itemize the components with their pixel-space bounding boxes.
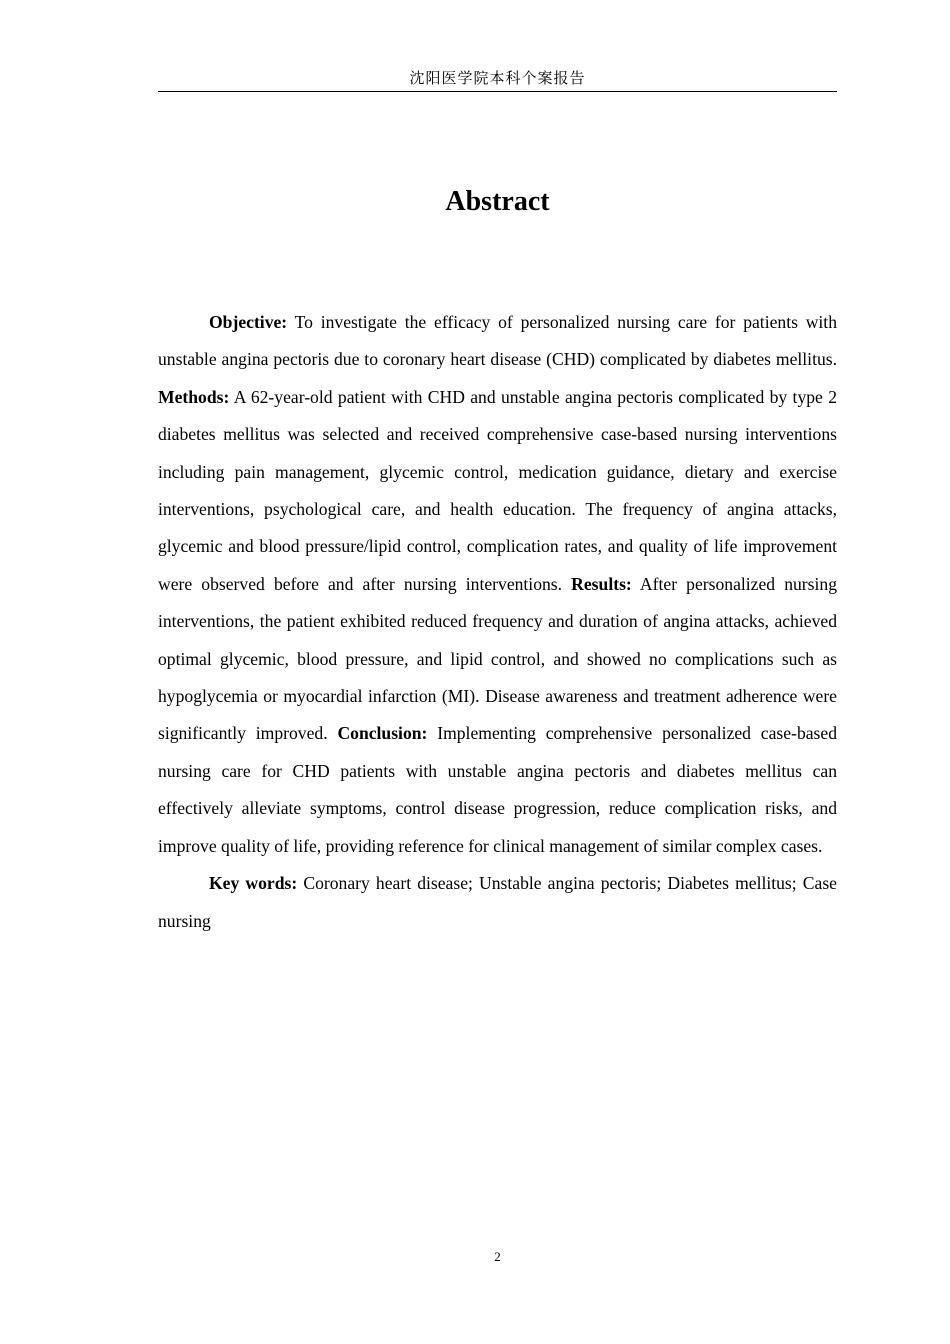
results-label: Results: xyxy=(571,573,632,594)
abstract-body xyxy=(158,304,837,940)
conclusion-text: Implementing comprehensive personalized case-based nursing care for CHD patients with unstable angina pectoris and diabetes mellitus can effectively alleviate symptoms, control disease progression, reduce complication risks, and improve quality of life, providing reference for clinical management of similar complex cases. xyxy=(158,723,837,856)
objective-text: To investigate the efficacy of personalized nursing care for patients with unstable angina pectoris due to coronary heart disease (CHD) complicated by diabetes mellitus. xyxy=(158,312,837,370)
methods-text: A 62-year-old patient with CHD and unstable angina pectoris complicated by type 2 diabetes mellitus was selected and received comprehensive case-based nursing interventions including pain management, glycemic control, medication guidance, dietary and exercise interventions, psychological care, and health education. The frequency of angina attacks, glycemic and blood pressure/lipid control, complication rates, and quality of life improvement were observed before and after nursing interventions. xyxy=(158,386,837,594)
keywords-label: Key words: xyxy=(209,873,298,894)
keywords-text: Coronary heart disease; Unstable angina pectoris; Diabetes mellitus; Case nursing xyxy=(158,873,837,931)
objective-label: Objective: xyxy=(209,312,288,332)
keywords-paragraph xyxy=(158,865,837,940)
results-text: After personalized nursing interventions, the patient exhibited reduced frequency and duration of angina attacks, achieved optimal glycemic, blood pressure, and lipid control, and showed no complications such as hypoglycemia or myocardial infarction (MI). Disease awareness and treatment adherence were significantly improved. xyxy=(158,573,837,744)
page-number: 2 xyxy=(494,1249,501,1264)
page-title: Abstract xyxy=(445,186,550,217)
page-header: 沈阳医学院本科个案报告 xyxy=(158,66,837,92)
conclusion-label: Conclusion: xyxy=(337,723,428,744)
abstract-paragraph xyxy=(158,304,837,865)
methods-label: Methods: xyxy=(158,386,230,407)
